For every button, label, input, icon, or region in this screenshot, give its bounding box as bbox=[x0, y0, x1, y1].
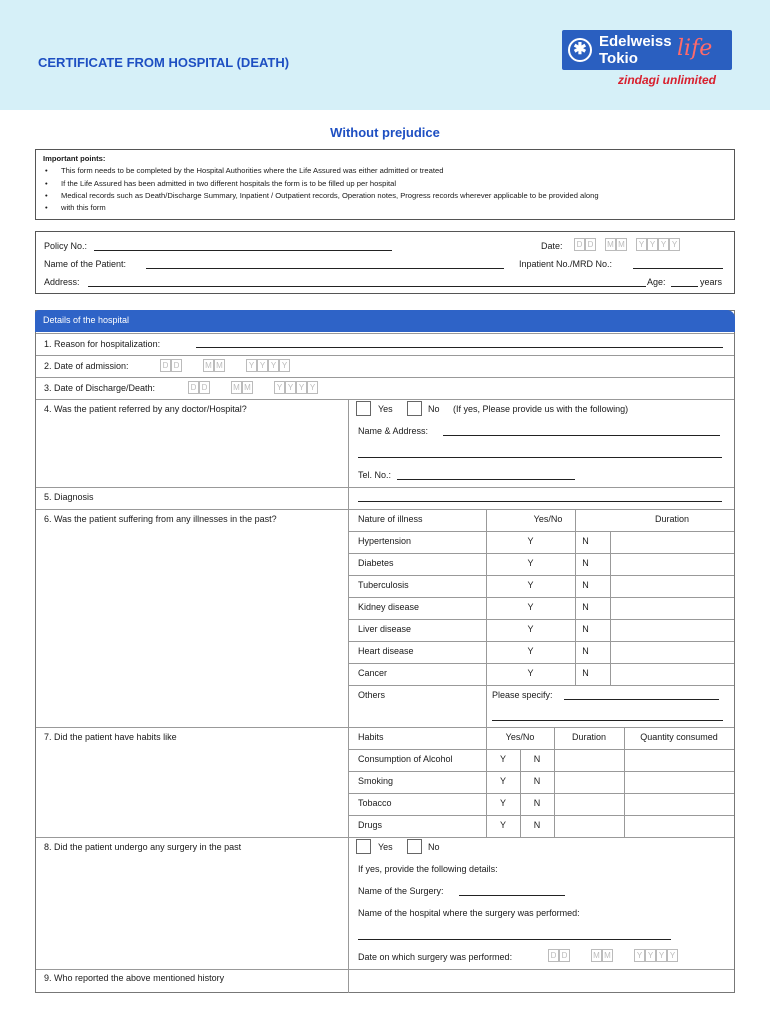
table-rule bbox=[348, 771, 734, 772]
divider bbox=[36, 727, 734, 728]
surgery-name-field[interactable] bbox=[459, 895, 565, 896]
subtitle: Without prejudice bbox=[330, 125, 440, 140]
illness-yes[interactable]: Y bbox=[527, 624, 534, 634]
q8-label: 8. Did the patient undergo any surgery in the past bbox=[44, 842, 242, 852]
inpatient-label: Inpatient No./MRD No.: bbox=[519, 259, 613, 269]
q4-yes-checkbox[interactable] bbox=[356, 401, 371, 416]
habit-yes[interactable]: Y bbox=[499, 820, 506, 830]
logo-script: life bbox=[677, 36, 713, 61]
table-rule bbox=[348, 793, 734, 794]
referrer-tel-field[interactable] bbox=[397, 479, 575, 480]
row-q1 bbox=[36, 333, 734, 355]
others-specify-field[interactable] bbox=[564, 699, 719, 700]
others-col-line bbox=[486, 685, 487, 727]
illness-name: Tuberculosis bbox=[358, 580, 409, 590]
others-specify-field-2[interactable] bbox=[492, 720, 723, 721]
illness-no[interactable]: N bbox=[582, 602, 589, 612]
illness-name: Cancer bbox=[358, 668, 388, 678]
illness-no[interactable]: N bbox=[582, 646, 589, 656]
important-item: • Medical records such as Death/Discharge Summary, Inpatient / Outpatient records, Operation notes, Progress records wherever applicable to be provided along bbox=[43, 190, 727, 202]
illness-name: Heart disease bbox=[358, 646, 414, 656]
illness-no[interactable]: N bbox=[582, 668, 589, 678]
habit-name: Consumption of Alcohol bbox=[358, 754, 453, 764]
important-heading: Important points: bbox=[43, 154, 106, 163]
row-q3 bbox=[36, 377, 734, 399]
divider bbox=[36, 969, 734, 970]
patient-name-field[interactable] bbox=[146, 268, 504, 269]
table-rule bbox=[348, 597, 734, 598]
q9-label: 9. Who reported the above mentioned history bbox=[44, 973, 225, 983]
habit-col-line bbox=[624, 727, 625, 837]
habit-col-line bbox=[554, 727, 555, 837]
habit-header: Yes/No bbox=[505, 732, 535, 742]
header-band bbox=[0, 0, 770, 110]
logo-tagline: zindagi unlimited bbox=[618, 73, 716, 87]
company-logo bbox=[562, 30, 734, 92]
q8-date-label: Date on which surgery was performed: bbox=[358, 952, 513, 962]
important-item: • If the Life Assured has been admitted in two different hospitals the form is to be filled up per hospital bbox=[43, 178, 727, 190]
habit-header: Duration bbox=[571, 732, 607, 742]
section-heading: Details of the hospital bbox=[35, 310, 735, 332]
date-field[interactable]: D D M M Y Y Y Y bbox=[574, 238, 680, 251]
habit-yes[interactable]: Y bbox=[499, 776, 506, 786]
date-label: Date: bbox=[541, 241, 563, 251]
habit-name: Drugs bbox=[358, 820, 383, 830]
illness-header-yesno: Yes/No bbox=[533, 514, 563, 524]
divider bbox=[36, 487, 734, 488]
habit-yes[interactable]: Y bbox=[499, 798, 506, 808]
q4-label: 4. Was the patient referred by any doctor/Hospital? bbox=[44, 404, 247, 414]
q8-no-label: No bbox=[428, 842, 440, 852]
illness-header-nature: Nature of illness bbox=[358, 514, 423, 524]
policy-field[interactable] bbox=[94, 250, 392, 251]
illness-yes[interactable]: Y bbox=[527, 668, 534, 678]
illness-no[interactable]: N bbox=[582, 624, 589, 634]
q6-label: 6. Was the patient suffering from any illnesses in the past? bbox=[44, 514, 277, 524]
patient-info-box bbox=[35, 231, 735, 294]
habit-no[interactable]: N bbox=[533, 754, 541, 764]
illness-no[interactable]: N bbox=[582, 580, 589, 590]
table-rule bbox=[348, 531, 734, 532]
column-divider bbox=[348, 399, 349, 993]
reason-field[interactable] bbox=[196, 347, 723, 348]
habit-name: Tobacco bbox=[358, 798, 392, 808]
illness-name: Kidney disease bbox=[358, 602, 420, 612]
illness-no[interactable]: N bbox=[582, 558, 589, 568]
illness-name: Diabetes bbox=[358, 558, 394, 568]
q4-name-label: Name & Address: bbox=[358, 426, 429, 436]
q4-tel-label: Tel. No.: bbox=[358, 470, 392, 480]
habit-yes[interactable]: Y bbox=[499, 754, 506, 764]
illness-yes[interactable]: Y bbox=[527, 558, 534, 568]
habit-header: Quantity consumed bbox=[640, 732, 718, 742]
illness-name: Liver disease bbox=[358, 624, 412, 634]
form-title: CERTIFICATE FROM HOSPITAL (DEATH) bbox=[38, 55, 290, 70]
illness-no[interactable]: N bbox=[582, 536, 589, 546]
please-specify-label: Please specify: bbox=[492, 690, 553, 700]
logo-word-2: Tokio bbox=[599, 50, 638, 67]
divider bbox=[36, 509, 734, 510]
habit-no[interactable]: N bbox=[533, 776, 541, 786]
divider bbox=[36, 837, 734, 838]
divider bbox=[36, 399, 734, 400]
important-item: • This form needs to be completed by the Hospital Authorities where the Life Assured was either admitted or treated bbox=[43, 165, 727, 177]
logo-word-1: Edelweiss bbox=[599, 33, 672, 50]
table-rule bbox=[348, 663, 734, 664]
q8-yes-checkbox[interactable] bbox=[356, 839, 371, 854]
years-label: years bbox=[700, 277, 723, 287]
inpatient-field[interactable] bbox=[633, 268, 723, 269]
q8-no-checkbox[interactable] bbox=[407, 839, 422, 854]
q3-label: 3. Date of Discharge/Death: bbox=[44, 383, 156, 393]
illness-header-duration: Duration bbox=[654, 514, 690, 524]
hospital-details-section bbox=[35, 310, 735, 993]
address-field[interactable] bbox=[88, 286, 646, 287]
habit-name: Smoking bbox=[358, 776, 394, 786]
row-q2 bbox=[36, 355, 734, 377]
q4-no-label: No bbox=[428, 404, 440, 414]
patient-name-label: Name of the Patient: bbox=[44, 259, 127, 269]
q7-label: 7. Did the patient have habits like bbox=[44, 732, 177, 742]
important-list bbox=[43, 165, 727, 214]
q8-surgery-label: Name of the Surgery: bbox=[358, 886, 444, 896]
q5-label: 5. Diagnosis bbox=[44, 492, 94, 502]
illness-yes[interactable]: Y bbox=[527, 646, 534, 656]
surgery-date-field[interactable]: D D M M Y Y Y Y bbox=[548, 949, 678, 962]
table-rule bbox=[348, 749, 734, 750]
important-points-box bbox=[35, 149, 735, 220]
surgery-hospital-field[interactable] bbox=[358, 939, 671, 940]
table-rule bbox=[348, 685, 734, 686]
habit-header: Habits bbox=[358, 732, 384, 742]
diagnosis-field[interactable] bbox=[358, 501, 722, 502]
illness-yes[interactable]: Y bbox=[527, 602, 534, 612]
address-label: Address: bbox=[44, 277, 80, 287]
habit-no[interactable]: N bbox=[533, 798, 541, 808]
illness-yes[interactable]: Y bbox=[527, 536, 534, 546]
age-field[interactable] bbox=[671, 286, 698, 287]
discharge-date-field[interactable]: D D M M Y Y Y Y bbox=[188, 381, 318, 394]
q8-hospital-label: Name of the hospital where the surgery was performed: bbox=[358, 908, 580, 918]
table-rule bbox=[348, 641, 734, 642]
important-item-continued: • with this form bbox=[43, 202, 727, 214]
table-rule bbox=[348, 553, 734, 554]
q2-label: 2. Date of admission: bbox=[44, 361, 129, 371]
q4-yes-label: Yes bbox=[378, 404, 393, 414]
policy-label: Policy No.: bbox=[44, 241, 88, 251]
illness-yes[interactable]: Y bbox=[527, 580, 534, 590]
q4-no-checkbox[interactable] bbox=[407, 401, 422, 416]
star-icon: ✱ bbox=[568, 38, 592, 62]
referrer-address-field[interactable] bbox=[358, 457, 722, 458]
q1-label: 1. Reason for hospitalization: bbox=[44, 339, 161, 349]
q8-ifyes: If yes, provide the following details: bbox=[358, 864, 498, 874]
age-label: Age: bbox=[647, 277, 666, 287]
table-rule bbox=[348, 815, 734, 816]
referrer-name-field[interactable] bbox=[443, 435, 720, 436]
table-rule bbox=[348, 619, 734, 620]
admission-date-field[interactable]: D D M M Y Y Y Y bbox=[160, 359, 290, 372]
illness-others: Others bbox=[358, 690, 386, 700]
q4-note: (If yes, Please provide us with the following) bbox=[453, 404, 629, 414]
table-rule bbox=[348, 575, 734, 576]
habit-no[interactable]: N bbox=[533, 820, 541, 830]
q8-yes-label: Yes bbox=[378, 842, 393, 852]
logo-box bbox=[562, 30, 732, 70]
illness-name: Hypertension bbox=[358, 536, 412, 546]
